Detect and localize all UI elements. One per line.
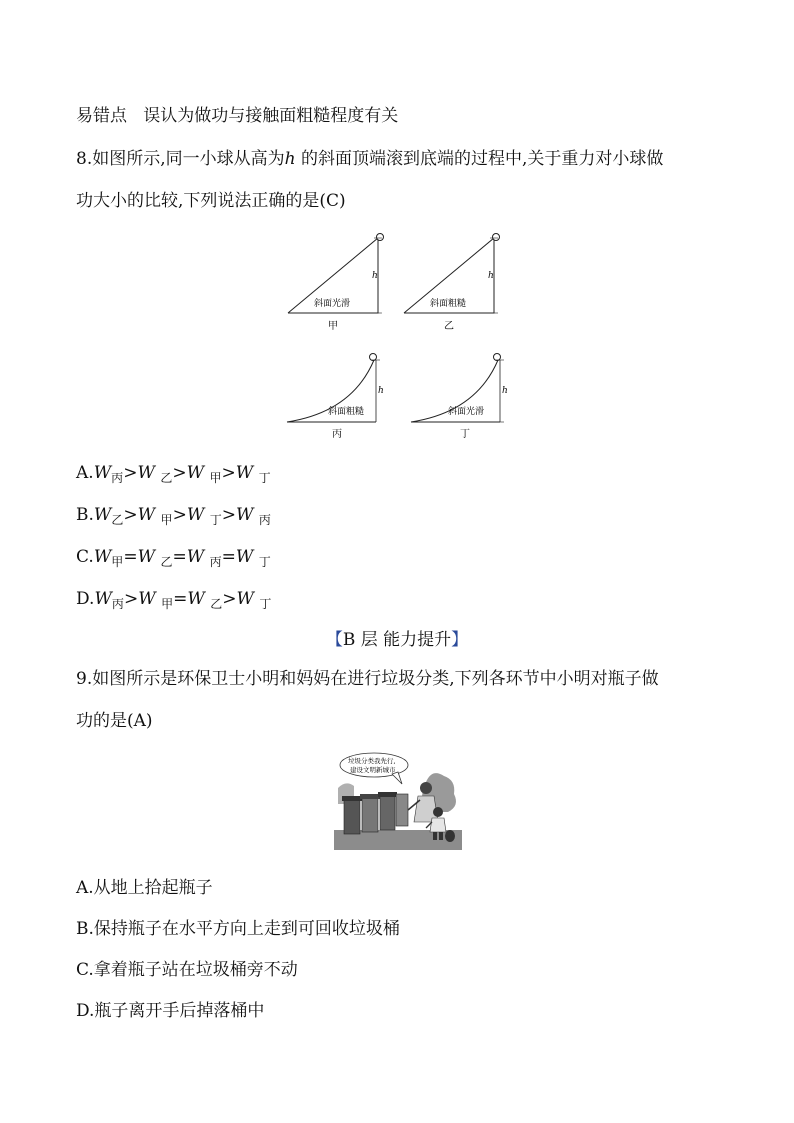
bubble-line2: 建设文明新城市 [350, 766, 396, 774]
hint-line [76, 105, 398, 127]
figure-bing-ding [282, 350, 522, 445]
q9-option-c: C.拿着瓶子站在垃圾桶旁不动 [76, 960, 298, 980]
w-sub: 丁 [209, 513, 222, 527]
bubble-line1: 垃圾分类我先行, [348, 757, 396, 765]
section-bracket-close: 】 [451, 630, 469, 650]
caption-yi: 乙 [444, 321, 454, 332]
h-label-yi: h [488, 271, 494, 281]
figure-jia-yi [280, 226, 520, 336]
w-symbol: W [137, 463, 155, 483]
q9-line2: 功的是(A) [76, 711, 153, 731]
surface-ding: 斜面光滑 [448, 407, 485, 417]
option-letter: A. [76, 463, 94, 483]
w-symbol: W [186, 547, 205, 567]
w-symbol: W [93, 547, 112, 567]
op: = [173, 589, 188, 609]
q8-option-a [76, 462, 271, 485]
op: > [123, 505, 138, 525]
op: > [221, 505, 236, 525]
option-letter: D. [76, 589, 95, 609]
section-title: B 层 能力提升 [342, 630, 452, 650]
op: > [222, 589, 237, 609]
w-symbol: W [93, 505, 112, 525]
op: = [221, 547, 236, 567]
w-symbol: W [236, 589, 254, 609]
w-sub: 丁 [258, 471, 271, 485]
incline-yi [404, 234, 500, 333]
w-symbol: W [235, 547, 254, 567]
q8-line2: 功大小的比较,下列说法正确的是(C) [76, 191, 346, 211]
w-sub: 丙 [111, 597, 124, 611]
w-symbol: W [137, 505, 156, 525]
q9-option-a: A.从地上拾起瓶子 [76, 878, 213, 898]
op: > [123, 589, 139, 609]
q8-text-a: 8.如图所示,同一小球从高为 [76, 149, 285, 169]
incline-bing [287, 354, 384, 441]
op: > [172, 463, 187, 483]
w-sub: 甲 [161, 597, 174, 611]
surface-yi: 斜面粗糙 [430, 299, 467, 309]
w-symbol: W [138, 589, 156, 609]
surface-bing: 斜面粗糙 [328, 407, 365, 417]
recycling-illustration [334, 752, 462, 850]
w-symbol: W [94, 589, 112, 609]
w-sub: 甲 [160, 513, 173, 527]
w-sub: 丁 [258, 555, 271, 569]
section-bracket-open: 【 [325, 630, 343, 650]
q8-option-d [76, 588, 271, 611]
w-sub: 甲 [111, 555, 124, 569]
q9-option-d: D.瓶子离开手后掉落桶中 [76, 1001, 265, 1021]
w-sub: 甲 [209, 471, 222, 485]
w-symbol: W [235, 505, 254, 525]
w-symbol: W [186, 463, 205, 483]
w-sub: 乙 [160, 555, 173, 569]
w-symbol: W [235, 463, 254, 483]
q8-text-b: 的斜面顶端滚到底端的过程中,关于重力对小球做 [300, 149, 664, 169]
caption-jia: 甲 [328, 321, 338, 332]
w-sub: 丙 [258, 513, 271, 527]
q8-option-c [76, 546, 271, 569]
incline-ding [411, 354, 508, 441]
hint-label: 易错点 [76, 106, 127, 126]
w-sub: 乙 [111, 513, 124, 527]
caption-bing: 丙 [332, 429, 342, 440]
incline-jia [288, 234, 384, 333]
w-symbol: W [93, 463, 112, 483]
w-symbol: W [187, 589, 205, 609]
surface-jia: 斜面光滑 [314, 299, 351, 309]
q9-line1: 9.如图所示是环保卫士小明和妈妈在进行垃圾分类,下列各环节中小明对瓶子做 [76, 669, 659, 689]
hint-text: 误认为做功与接触面粗糙程度有关 [143, 106, 399, 126]
w-sub: 乙 [210, 597, 223, 611]
w-symbol: W [137, 547, 156, 567]
option-letter: C. [76, 547, 94, 567]
section-header [0, 625, 794, 650]
op: = [172, 547, 187, 567]
w-symbol: W [186, 505, 205, 525]
q8-line1 [76, 148, 663, 170]
w-sub: 乙 [160, 471, 173, 485]
q8-var-h: h [284, 149, 296, 169]
op: > [123, 463, 138, 483]
w-sub: 丙 [209, 555, 222, 569]
h-label-bing: h [378, 386, 384, 396]
option-letter: B. [76, 505, 94, 525]
op: = [123, 547, 138, 567]
w-sub: 丙 [111, 471, 124, 485]
q8-option-b [76, 504, 271, 527]
caption-ding: 丁 [460, 429, 470, 440]
op: > [172, 505, 187, 525]
h-label-ding: h [502, 386, 508, 396]
q9-option-b: B.保持瓶子在水平方向上走到可回收垃圾桶 [76, 919, 400, 939]
w-sub: 丁 [259, 597, 272, 611]
op: > [221, 463, 236, 483]
h-label-jia: h [372, 271, 378, 281]
